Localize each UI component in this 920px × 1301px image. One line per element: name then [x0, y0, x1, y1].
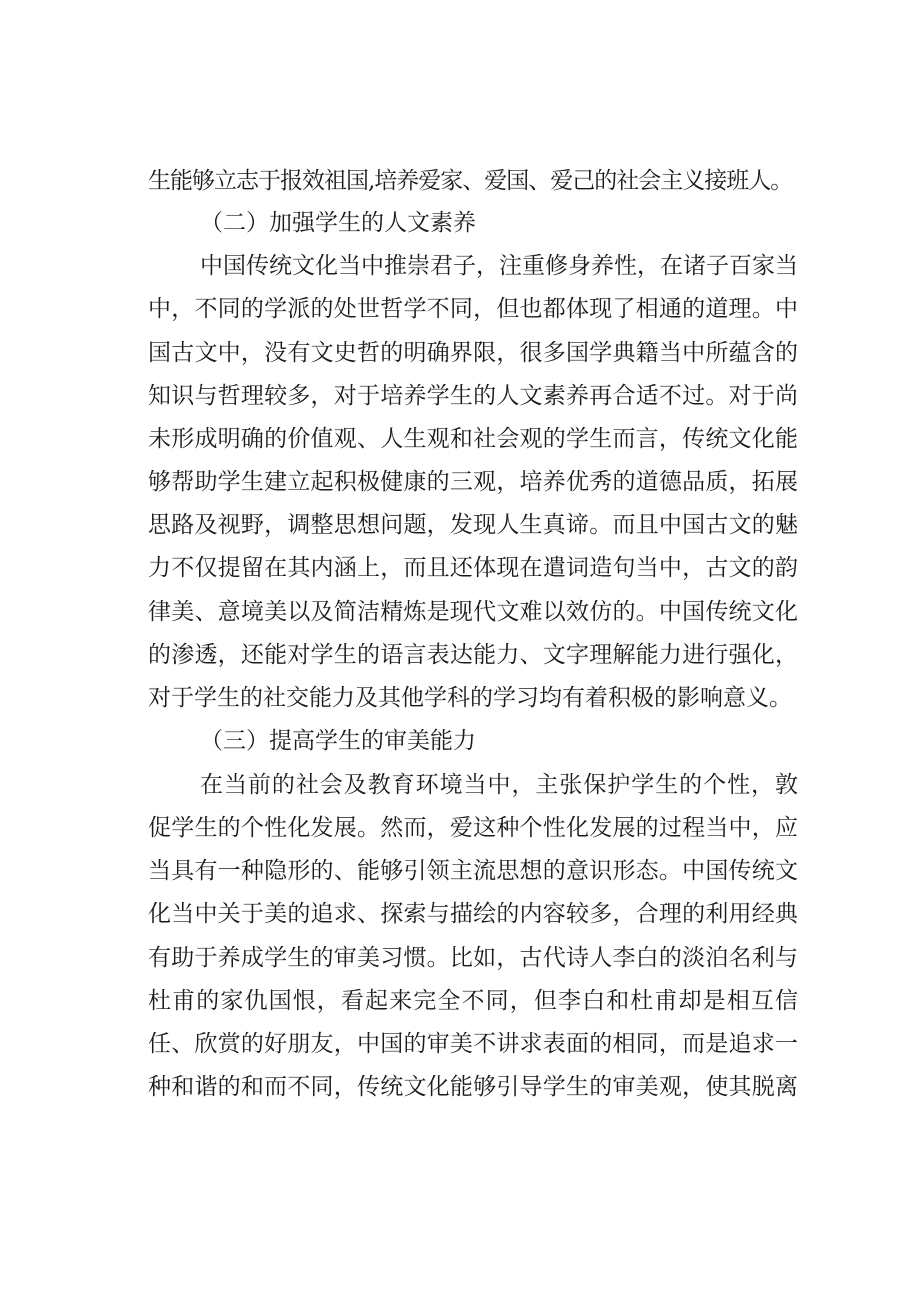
paragraph-line: 种和谐的和而不同，传统文化能够引导学生的审美观，使其脱离 — [148, 1074, 798, 1100]
paragraph-line: 未形成明确的价值观、人生观和社会观的学生而言，传统文化能 — [148, 426, 798, 452]
paragraph-line: 思路及视野，调整思想问题，发现人生真谛。而且中国古文的魅 — [148, 512, 798, 538]
paragraph-line: 在当前的社会及教育环境当中，主张保护学生的个性，敦 — [200, 772, 798, 798]
section-heading-3: （三）提高学生的审美能力 — [200, 728, 476, 754]
paragraph-line: 律美、意境美以及简洁精炼是现代文难以效仿的。中国传统文化 — [148, 599, 798, 625]
paragraph-line: 够帮助学生建立起积极健康的三观，培养优秀的道德品质，拓展 — [148, 469, 798, 495]
section-heading-2: （二）加强学生的人文素养 — [200, 210, 476, 236]
paragraph-line: 生能够立志于报效祖国,培养爱家、爱国、爱己的社会主义接班人。 — [148, 168, 793, 194]
paragraph-line: 对于学生的社交能力及其他学科的学习均有着积极的影响意义。 — [148, 685, 792, 711]
paragraph-line: 有助于养成学生的审美习惯。比如，古代诗人李白的淡泊名利与 — [148, 945, 798, 971]
paragraph-line: 促学生的个性化发展。然而，爱这种个性化发展的过程当中，应 — [148, 815, 798, 841]
paragraph-line: 当具有一种隐形的、能够引领主流思想的意识形态。中国传统文 — [148, 858, 798, 884]
paragraph-line: 国古文中，没有文史哲的明确界限，很多国学典籍当中所蕴含的 — [148, 340, 798, 366]
paragraph-line: 杜甫的家仇国恨，看起来完全不同，但李白和杜甫却是相互信 — [148, 988, 798, 1014]
paragraph-line: 中国传统文化当中推崇君子，注重修身养性，在诸子百家当 — [200, 253, 798, 279]
paragraph-line: 中，不同的学派的处世哲学不同，但也都体现了相通的道理。中 — [148, 296, 798, 322]
paragraph-line: 的渗透，还能对学生的语言表达能力、文字理解能力进行强化， — [148, 642, 798, 668]
paragraph-line: 任、欣赏的好朋友，中国的审美不讲求表面的相同，而是追求一 — [148, 1031, 798, 1057]
paragraph-line: 力不仅提留在其内涵上，而且还体现在遣词造句当中，古文的韵 — [148, 555, 798, 581]
paragraph-line: 知识与哲理较多，对于培养学生的人文素养再合适不过。对于尚 — [148, 383, 798, 409]
paragraph-line: 化当中关于美的追求、探索与描绘的内容较多，合理的利用经典 — [148, 901, 798, 927]
